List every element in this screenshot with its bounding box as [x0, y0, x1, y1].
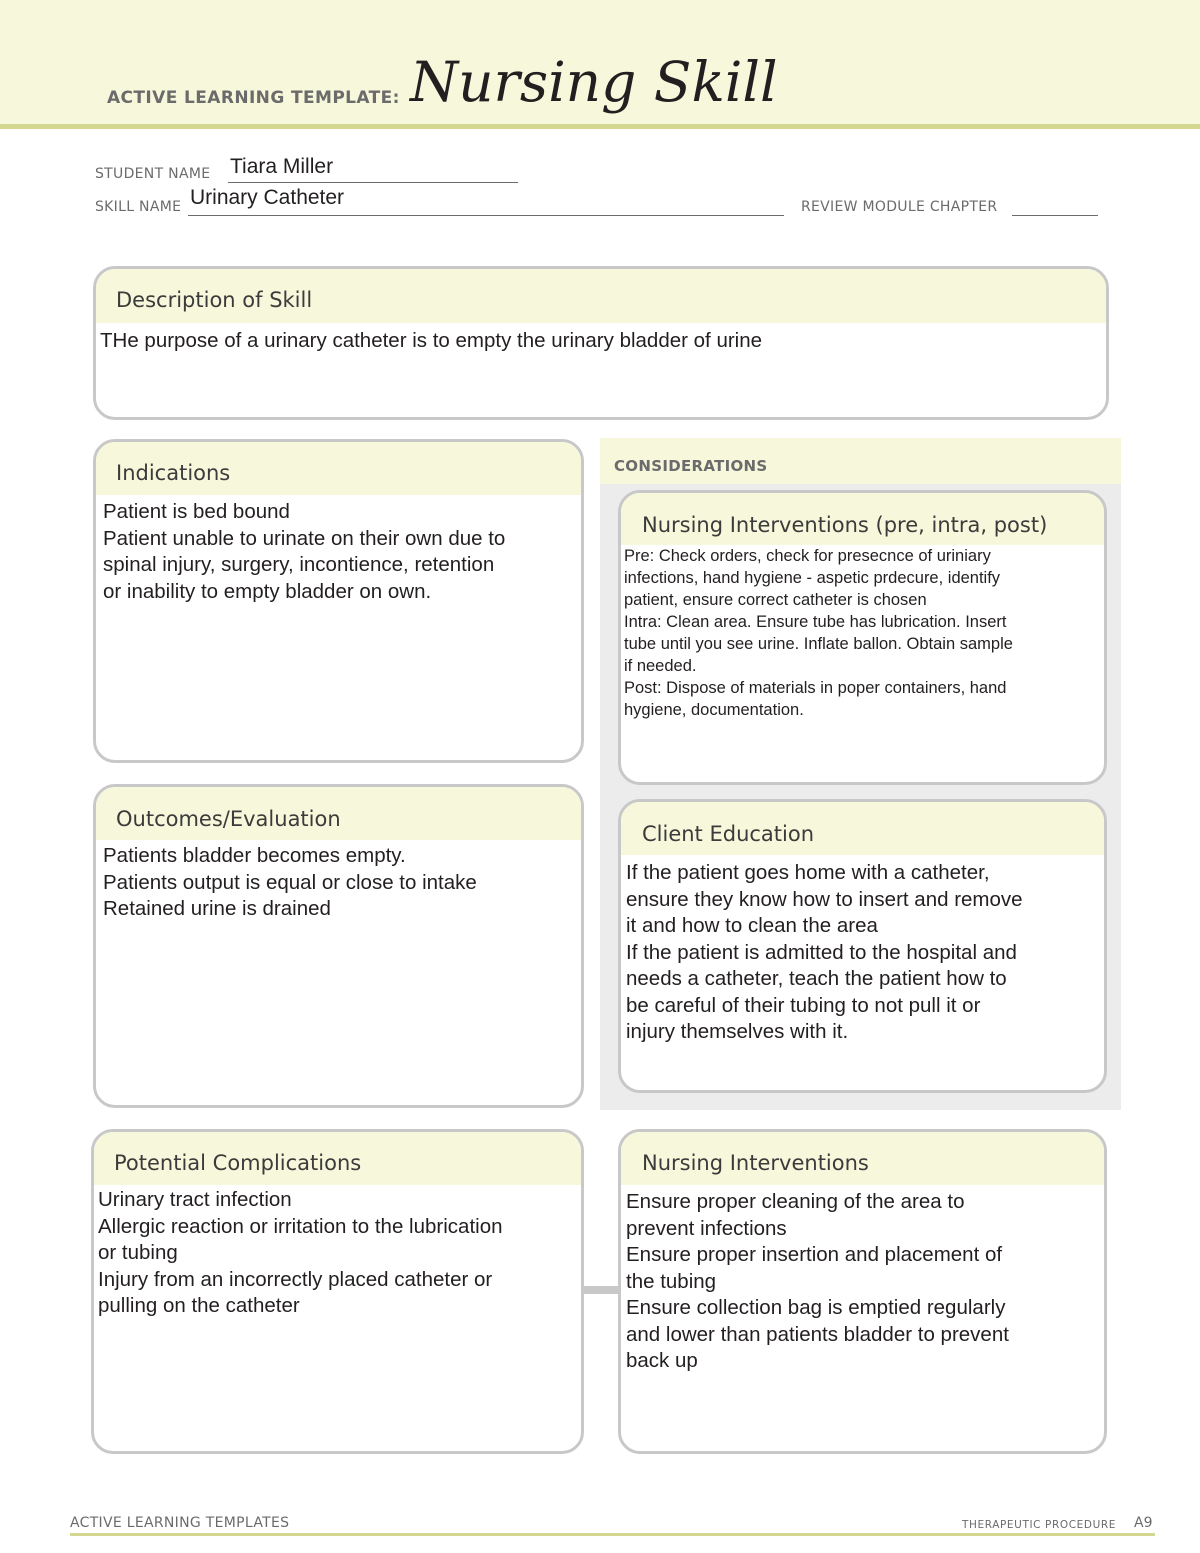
description-box — [93, 266, 1109, 420]
footer-rule — [70, 1533, 1155, 1536]
interventions-line: Ensure proper cleaning of the area to — [626, 1190, 965, 1213]
indications-box — [93, 439, 584, 763]
nursing-interventions-pip-box — [618, 490, 1107, 785]
interventions-line: and lower than patients bladder to prevent — [626, 1322, 1009, 1346]
client-education-line: needs a catheter, teach the patient how to — [626, 967, 1007, 990]
potential-complications-box — [91, 1129, 584, 1454]
client-education-line: it and how to clean the area — [626, 914, 878, 937]
interventions-line: back up — [626, 1349, 698, 1372]
indications-line: spinal injury, surgery, incontience, retention — [103, 553, 495, 576]
student-name-field[interactable]: Tiara Miller — [230, 155, 334, 178]
client-education-line: If the patient goes home with a catheter, — [626, 861, 990, 884]
client-education-line: ensure they know how to insert and remove — [626, 887, 1023, 911]
description-text[interactable] — [100, 328, 1096, 355]
interventions-line: Ensure proper insertion and placement of — [626, 1243, 1003, 1266]
nip-line: Intra: Clean area. Ensure tube has lubrication. Insert — [624, 613, 1007, 631]
indications-line: Patient unable to urinate on their own due to — [103, 526, 506, 550]
indications-line: or inability to empty bladder on own. — [103, 579, 432, 603]
complications-line: Allergic reaction or irritation to the lubrication — [98, 1214, 503, 1238]
complications-line: Urinary tract infection — [98, 1188, 292, 1211]
nursing-interventions-title: Nursing Interventions — [621, 1132, 1104, 1185]
header-rule — [0, 124, 1200, 129]
nip-line: Post: Dispose of materials in poper containers, hand — [624, 679, 1007, 697]
complications-line: pulling on the catheter — [98, 1294, 300, 1317]
interventions-line: the tubing — [626, 1269, 717, 1293]
nursing-interventions-text[interactable] — [626, 1189, 1094, 1375]
student-name-label: STUDENT NAME — [95, 166, 211, 182]
indications-title: Indications — [96, 442, 581, 495]
nip-line: if needed. — [624, 657, 697, 675]
nip-line: infections, hand hygiene - aspetic prdecure, identify — [624, 569, 1001, 587]
nip-line: hygiene, documentation. — [624, 701, 804, 719]
nursing-interventions-pip-text[interactable] — [624, 545, 1094, 721]
review-module-field[interactable] — [1012, 215, 1098, 216]
nip-line: Pre: Check orders, check for presecnce of uriniary — [624, 547, 991, 565]
outcomes-line: Patients bladder becomes empty. — [103, 844, 406, 867]
template-label: ACTIVE LEARNING TEMPLATE: — [107, 88, 400, 108]
complications-line: Injury from an incorrectly placed catheter or — [98, 1267, 493, 1291]
outcomes-box — [93, 784, 584, 1108]
outcomes-text[interactable] — [103, 843, 571, 923]
description-title: Description of Skill — [96, 269, 1106, 323]
skill-name-field[interactable]: Urinary Catheter — [190, 186, 345, 209]
interventions-line: prevent infections — [626, 1216, 787, 1240]
outcomes-line: Patients output is equal or close to intake — [103, 870, 477, 894]
student-name-line — [228, 182, 518, 183]
client-education-line: If the patient is admitted to the hospital and — [626, 940, 1017, 964]
nursing-interventions-box — [618, 1129, 1107, 1454]
footer-left-label: ACTIVE LEARNING TEMPLATES — [70, 1515, 290, 1531]
complications-line: or tubing — [98, 1241, 178, 1264]
outcomes-title: Outcomes/Evaluation — [96, 787, 581, 840]
client-education-line: injury themselves with it. — [626, 1020, 849, 1043]
nursing-interventions-pip-title: Nursing Interventions (pre, intra, post) — [621, 493, 1104, 545]
client-education-line: be careful of their tubing to not pull it or — [626, 993, 981, 1017]
interventions-line: Ensure collection bag is emptied regularly — [626, 1296, 1006, 1319]
skill-name-label: SKILL NAME — [95, 199, 182, 215]
page-number: A9 — [1134, 1515, 1153, 1531]
page-title: Nursing Skill — [410, 50, 778, 114]
potential-complications-text[interactable] — [98, 1187, 571, 1320]
indications-line: Patient is bed bound — [103, 500, 290, 523]
client-education-box — [618, 799, 1107, 1093]
client-education-title: Client Education — [621, 802, 1104, 855]
footer-right-label: THERAPEUTIC PROCEDURE — [962, 1519, 1116, 1531]
outcomes-line: Retained urine is drained — [103, 897, 331, 920]
client-education-text[interactable] — [626, 860, 1094, 1046]
nip-line: patient, ensure correct catheter is chosen — [624, 591, 927, 609]
indications-text[interactable] — [103, 499, 571, 605]
box-connector — [583, 1286, 620, 1294]
considerations-label: CONSIDERATIONS — [614, 457, 768, 475]
description-line: THe purpose of a urinary catheter is to empty the urinary bladder of urine — [100, 329, 763, 352]
skill-name-line — [188, 215, 784, 216]
review-module-label: REVIEW MODULE CHAPTER — [801, 199, 998, 215]
potential-complications-title: Potential Complications — [94, 1132, 581, 1185]
nip-line: tube until you see urine. Inflate ballon. Obtain sample — [624, 635, 1013, 653]
